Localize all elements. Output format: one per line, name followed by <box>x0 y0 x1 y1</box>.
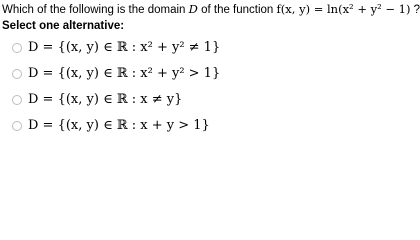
option-4[interactable] <box>12 115 210 137</box>
option-1[interactable] <box>12 37 220 59</box>
radio-button[interactable] <box>12 121 22 131</box>
question-prefix: Which of the following is the domain <box>2 4 189 16</box>
option-label[interactable]: D = {(x, y) ∈ ℝ : x ≠ y} <box>28 92 183 107</box>
domain-symbol: D <box>188 2 198 16</box>
radio-button[interactable] <box>12 43 22 53</box>
instruction-text: Select one alternative: <box>2 20 125 32</box>
question-text <box>2 1 420 18</box>
option-label[interactable]: D = {(x, y) ∈ ℝ : x² + y² ≠ 1} <box>28 40 221 55</box>
radio-button[interactable] <box>12 95 22 105</box>
question-suffix: ? <box>410 4 420 16</box>
option-2[interactable] <box>12 63 220 85</box>
option-3[interactable] <box>12 89 182 111</box>
option-label[interactable]: D = {(x, y) ∈ ℝ : x² + y² > 1} <box>28 66 221 81</box>
option-label[interactable]: D = {(x, y) ∈ ℝ : x + y > 1} <box>28 118 210 133</box>
question-mid: of the function <box>197 4 277 16</box>
function-expression: f(x, y) = ln(x² + y² − 1) <box>276 2 411 16</box>
radio-button[interactable] <box>12 69 22 79</box>
